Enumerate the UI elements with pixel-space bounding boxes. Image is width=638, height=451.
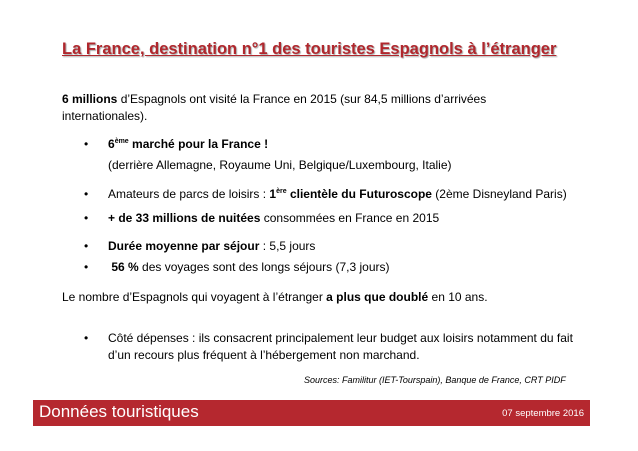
bullet-market-rank bbox=[84, 133, 268, 153]
bullet-dot: • bbox=[84, 331, 89, 345]
bullet-bold: 56 % bbox=[108, 260, 139, 274]
bullet-average-stay bbox=[84, 238, 315, 255]
bullet-dot: • bbox=[84, 211, 89, 225]
bullet-bold: clientèle du Futuroscope bbox=[286, 187, 432, 201]
bullet-theme-parks bbox=[84, 183, 567, 203]
bullet-bold: Durée moyenne par séjour bbox=[108, 239, 260, 253]
bullet-nights bbox=[84, 210, 439, 227]
bullet-long-stays bbox=[84, 259, 390, 276]
footer-date: 07 septembre 2016 bbox=[502, 408, 584, 419]
bullet-text: Côté dépenses : ils consacrent principalement leur budget aux loisirs notamment du fait d’un recours plus fréquent à l’hébergement non marchand. bbox=[108, 331, 573, 362]
bullet-text: consommées en France en 2015 bbox=[260, 211, 440, 225]
bullet-bold: 6 bbox=[108, 137, 115, 151]
bullet-dot: • bbox=[84, 137, 89, 151]
para-bold: a plus que doublé bbox=[326, 290, 429, 304]
slide-title: La France, destination n°1 des touristes Espagnols à l’étranger bbox=[62, 40, 557, 58]
bullet-text: : 5,5 jours bbox=[259, 239, 316, 253]
bullet-dot: • bbox=[84, 260, 89, 274]
intro-paragraph bbox=[62, 91, 532, 125]
superscript: ème bbox=[114, 138, 129, 145]
footer-bar bbox=[33, 400, 590, 426]
bullet-dot: • bbox=[84, 187, 89, 201]
bullet-text: des voyages sont des longs séjours (7,3 jours) bbox=[138, 260, 390, 274]
para-text: en 10 ans. bbox=[428, 290, 488, 304]
footer-title: Données touristiques bbox=[39, 402, 199, 421]
travel-growth-paragraph bbox=[62, 290, 488, 304]
bullet-text: (2ème Disneyland Paris) bbox=[431, 187, 567, 201]
bullet-bold: + de 33 millions de nuitées bbox=[108, 211, 261, 225]
intro-text: d’Espagnols ont visité la France en 2015 (sur 84,5 millions d’arrivées internationales). bbox=[62, 92, 487, 123]
intro-bold: 6 millions bbox=[62, 92, 118, 106]
bullet-text: Amateurs de parcs de loisirs : bbox=[108, 187, 270, 201]
bullet-bold: marché pour la France ! bbox=[128, 137, 269, 151]
superscript: ère bbox=[276, 188, 287, 195]
bullet-market-rank-detail: (derrière Allemagne, Royaume Uni, Belgique/Luxembourg, Italie) bbox=[108, 158, 452, 172]
bullet-dot: • bbox=[84, 239, 89, 253]
para-text: Le nombre d’Espagnols qui voyagent à l’étranger bbox=[62, 290, 327, 304]
sources-note: Sources: Familitur (IET-Tourspain), Banque de France, CRT PIDF bbox=[304, 375, 566, 385]
bullet-bold: 1 bbox=[269, 187, 277, 201]
